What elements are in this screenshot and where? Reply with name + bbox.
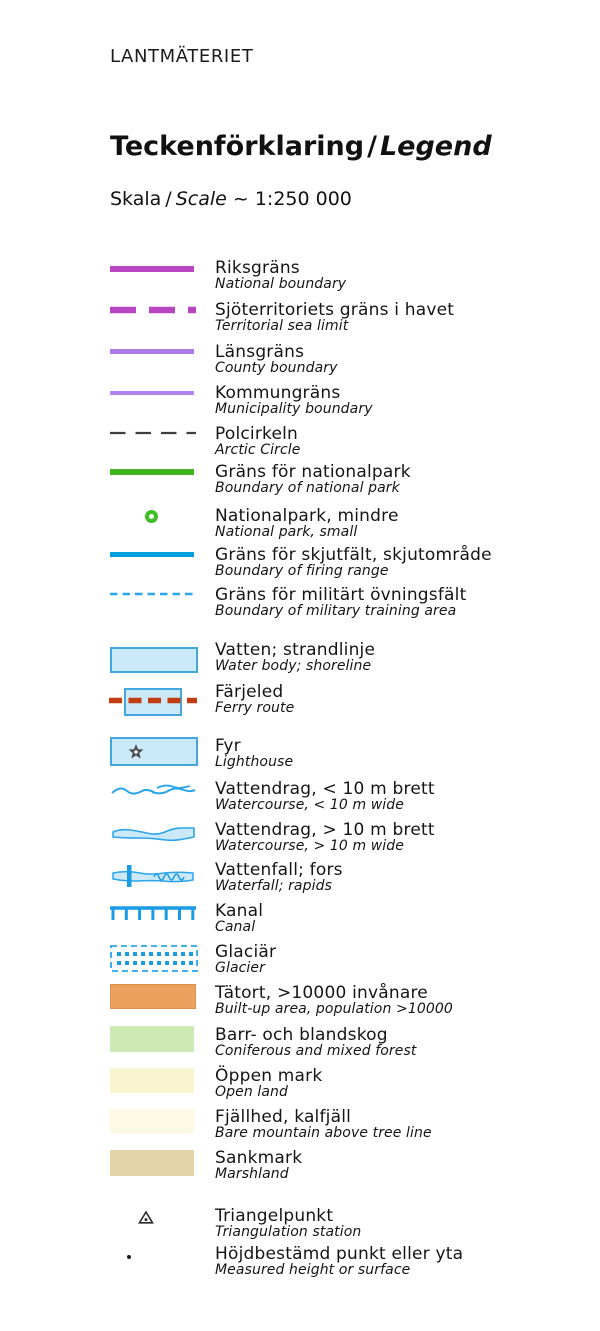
label-en: Canal	[215, 919, 256, 935]
municipality-boundary-line-symbol	[110, 391, 194, 395]
legend-label	[215, 301, 454, 334]
label-sv: Vattendrag, < 10 m brett	[215, 779, 435, 799]
label-sv: Barr- och blandskog	[215, 1025, 388, 1045]
label-en: National boundary	[215, 276, 347, 292]
scale-separator: /	[165, 188, 172, 210]
label-en: Built-up area, population >10000	[215, 1001, 453, 1017]
territorial-sea-dashed-line-symbol	[110, 306, 196, 314]
waterfall-rapids-band-symbol	[110, 864, 196, 888]
legend-label	[215, 780, 435, 813]
label-en: Coniferous and mixed forest	[215, 1043, 417, 1059]
legend-label	[215, 259, 346, 292]
glacier-dotted-swatch-symbol	[110, 945, 198, 972]
label-en: County boundary	[215, 360, 338, 376]
wide-watercourse-band-symbol	[110, 824, 196, 846]
label-en: Watercourse, > 10 m wide	[215, 838, 404, 854]
triangulation-triangle-icon	[138, 1210, 154, 1225]
label-en: Boundary of firing range	[215, 563, 389, 579]
label-sv: Höjdbestämd punkt eller yta	[215, 1244, 464, 1264]
label-en: Marshland	[215, 1166, 289, 1182]
label-sv: Öppen mark	[215, 1066, 323, 1086]
county-boundary-line-symbol	[110, 349, 194, 354]
label-en: Water body; shoreline	[215, 658, 372, 674]
label-en: Lighthouse	[215, 754, 294, 770]
legend-label	[215, 641, 375, 674]
lighthouse-water-rect	[110, 737, 198, 766]
label-sv: Fjällhed, kalfjäll	[215, 1107, 352, 1127]
label-sv: Fyr	[215, 736, 241, 756]
bare-mountain-swatch-symbol	[110, 1109, 194, 1134]
legend-label	[215, 984, 453, 1017]
national-park-ring-icon	[145, 510, 158, 523]
legend-label	[215, 546, 492, 579]
canal-ticked-line-symbol	[110, 906, 196, 922]
measured-point-dot-icon	[127, 1255, 131, 1259]
label-sv: Länsgräns	[215, 342, 305, 362]
legend-label	[215, 902, 263, 935]
page-title	[110, 131, 492, 162]
legend-label	[215, 737, 293, 770]
legend-label	[215, 683, 294, 716]
waterfall-tick	[127, 865, 132, 887]
scale-english: Scale	[175, 188, 227, 210]
legend-label	[215, 1026, 416, 1059]
label-en: Boundary of national park	[215, 480, 400, 496]
arctic-circle-dashed-line-symbol	[110, 431, 196, 435]
label-sv: Gräns för militärt övningsfält	[215, 585, 467, 605]
legend-label	[215, 384, 373, 417]
label-sv: Glaciär	[215, 942, 277, 962]
legend-label	[215, 943, 276, 976]
lighthouse-star-icon	[126, 741, 146, 762]
legend-label	[215, 507, 399, 540]
legend-label	[215, 1149, 302, 1182]
national-boundary-line-symbol	[110, 266, 194, 272]
label-sv: Gräns för skjutfält, skjutområde	[215, 545, 492, 565]
legend-label	[215, 586, 466, 619]
title-swedish: Teckenförklaring	[110, 131, 365, 162]
legend-label	[215, 1067, 322, 1100]
label-sv: Färjeled	[215, 682, 284, 702]
legend-label	[215, 1108, 432, 1141]
label-sv: Tätort, >10000 invånare	[215, 983, 428, 1003]
label-en: Triangulation station	[215, 1224, 362, 1240]
legend-label	[215, 821, 435, 854]
legend-label	[215, 343, 338, 376]
label-en: Municipality boundary	[215, 401, 373, 417]
open-land-swatch-symbol	[110, 1068, 194, 1093]
national-park-boundary-line-symbol	[110, 469, 194, 475]
label-en: National park, small	[215, 524, 358, 540]
legend-label	[215, 861, 343, 894]
label-en: Ferry route	[215, 700, 295, 716]
legend-label	[215, 425, 300, 458]
label-en: Glacier	[215, 960, 265, 976]
label-sv: Sankmark	[215, 1148, 303, 1168]
label-sv: Nationalpark, mindre	[215, 506, 399, 526]
label-sv: Gräns för nationalpark	[215, 462, 411, 482]
narrow-watercourse-line-symbol	[110, 782, 196, 800]
label-sv: Kanal	[215, 901, 264, 921]
label-en: Watercourse, < 10 m wide	[215, 797, 404, 813]
title-separator: /	[367, 131, 377, 162]
brand-logo-text: LANTMÄTERIET	[110, 46, 254, 67]
label-en: Arctic Circle	[215, 442, 301, 458]
label-sv: Kommungräns	[215, 383, 341, 403]
military-training-dashed-line-symbol	[110, 592, 196, 596]
label-sv: Sjöterritoriets gräns i havet	[215, 300, 455, 320]
label-en: Bare mountain above tree line	[215, 1125, 432, 1141]
label-en: Territorial sea limit	[215, 318, 349, 334]
legend-label	[215, 463, 411, 496]
label-sv: Riksgräns	[215, 258, 300, 278]
scale-text	[110, 188, 352, 210]
ferry-route-dashed-line-symbol	[109, 697, 197, 704]
built-up-area-swatch-symbol	[110, 984, 196, 1009]
label-en: Boundary of military training area	[215, 603, 457, 619]
scale-swedish: Skala	[110, 188, 162, 210]
scale-value: ~ 1:250 000	[232, 188, 352, 210]
label-sv: Polcirkeln	[215, 424, 299, 444]
legend-label	[215, 1207, 361, 1240]
label-en: Waterfall; rapids	[215, 878, 332, 894]
legend-label	[215, 1245, 463, 1278]
firing-range-boundary-line-symbol	[110, 552, 194, 557]
label-sv: Vatten; strandlinje	[215, 640, 376, 660]
forest-swatch-symbol	[110, 1026, 194, 1052]
label-en: Measured height or surface	[215, 1262, 411, 1278]
label-en: Open land	[215, 1084, 288, 1100]
title-english: Legend	[379, 131, 492, 162]
water-body-swatch-symbol	[110, 647, 198, 673]
label-sv: Vattendrag, > 10 m brett	[215, 820, 435, 840]
label-sv: Vattenfall; fors	[215, 860, 343, 880]
label-sv: Triangelpunkt	[215, 1206, 334, 1226]
marshland-swatch-symbol	[110, 1150, 194, 1176]
